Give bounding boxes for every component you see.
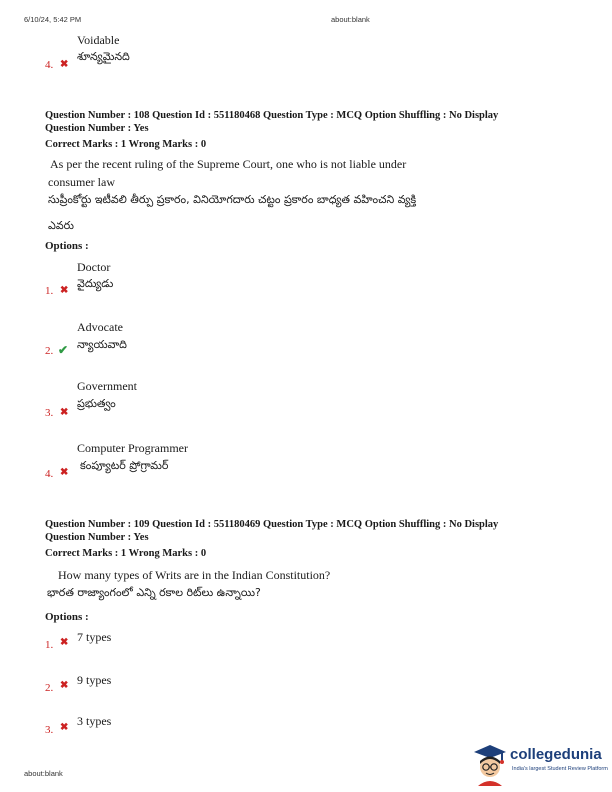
option-en: Government [77,379,137,393]
question-108-text-te-line1: సుప్రీంకోర్టు ఇటీవలి తీర్పు ప్రకారం, వినియోగదారు చట్టం ప్రకారం బాధ్యత వహించని వ్యక్తి [48,193,417,206]
prev-option-te: శూన్యమైనది [77,50,130,63]
question-108-text-en-line1: As per the recent ruling of the Supreme Court, one who is not liable under [50,157,407,171]
wrong-mark-icon: ✖ [60,722,69,733]
option-te: కంప్యూటర్ ప్రోగ్రామర్ [80,459,169,472]
question-109-options-label: Options : [45,611,89,623]
option-te: ప్రభుత్వం [77,397,116,410]
option-te: వైద్యుడు [77,277,114,290]
option-en: Doctor [77,260,111,274]
option-number: 2. [45,345,54,357]
question-108-meta-line2: Question Number : Yes [45,123,149,134]
question-108-marks: Correct Marks : 1 Wrong Marks : 0 [45,139,207,150]
wrong-mark-icon: ✖ [60,59,69,70]
wrong-mark-icon: ✖ [60,680,69,691]
option-te: న్యాయవాది [77,338,127,351]
print-timestamp: 6/10/24, 5:42 PM [24,15,82,24]
question-108-meta-line1: Question Number : 108 Question Id : 551180468 Question Type : MCQ Option Shuffling : No Display [45,110,499,121]
logo-tagline: India's largest Student Review Platform [512,766,608,772]
question-108-options-label: Options : [45,240,89,252]
option-en: Advocate [77,320,123,334]
logo-wordmark: collegedunia [510,746,602,763]
option-number: 1. [45,285,54,297]
question-109-marks: Correct Marks : 1 Wrong Marks : 0 [45,548,207,559]
option-en: Computer Programmer [77,441,188,455]
option-en: 3 types [77,714,112,728]
student-mascot-icon [470,742,510,786]
wrong-mark-icon: ✖ [60,407,69,418]
question-109-text-en: How many types of Writs are in the Indian Constitution? [58,568,331,582]
prev-option-en: Voidable [77,33,120,47]
wrong-mark-icon: ✖ [60,637,69,648]
option-en: 7 types [77,630,112,644]
correct-check-icon: ✔ [58,343,69,357]
option-number: 2. [45,682,54,694]
option-en: 9 types [77,673,112,687]
option-number: 4. [45,468,54,480]
option-number: 3. [45,407,54,419]
question-108-text-te-line2: ఎవరు [48,219,74,232]
question-109-meta-line1: Question Number : 109 Question Id : 551180469 Question Type : MCQ Option Shuffling : No Display [45,519,499,530]
wrong-mark-icon: ✖ [60,467,69,478]
option-number: 3. [45,724,54,736]
question-108-text-en-line2: consumer law [48,175,115,189]
option-number: 1. [45,639,54,651]
print-footer-url: about:blank [24,769,63,778]
question-109-text-te: భారత రాజ్యాంగంలో ఎన్ని రకాల రిట్‌లు ఉన్నాయి? [47,586,261,599]
prev-option-number: 4. [45,59,54,71]
wrong-mark-icon: ✖ [60,285,69,296]
question-109-meta-line2: Question Number : Yes [45,532,149,543]
print-page-title: about:blank [331,15,370,24]
collegedunia-logo [470,742,610,786]
